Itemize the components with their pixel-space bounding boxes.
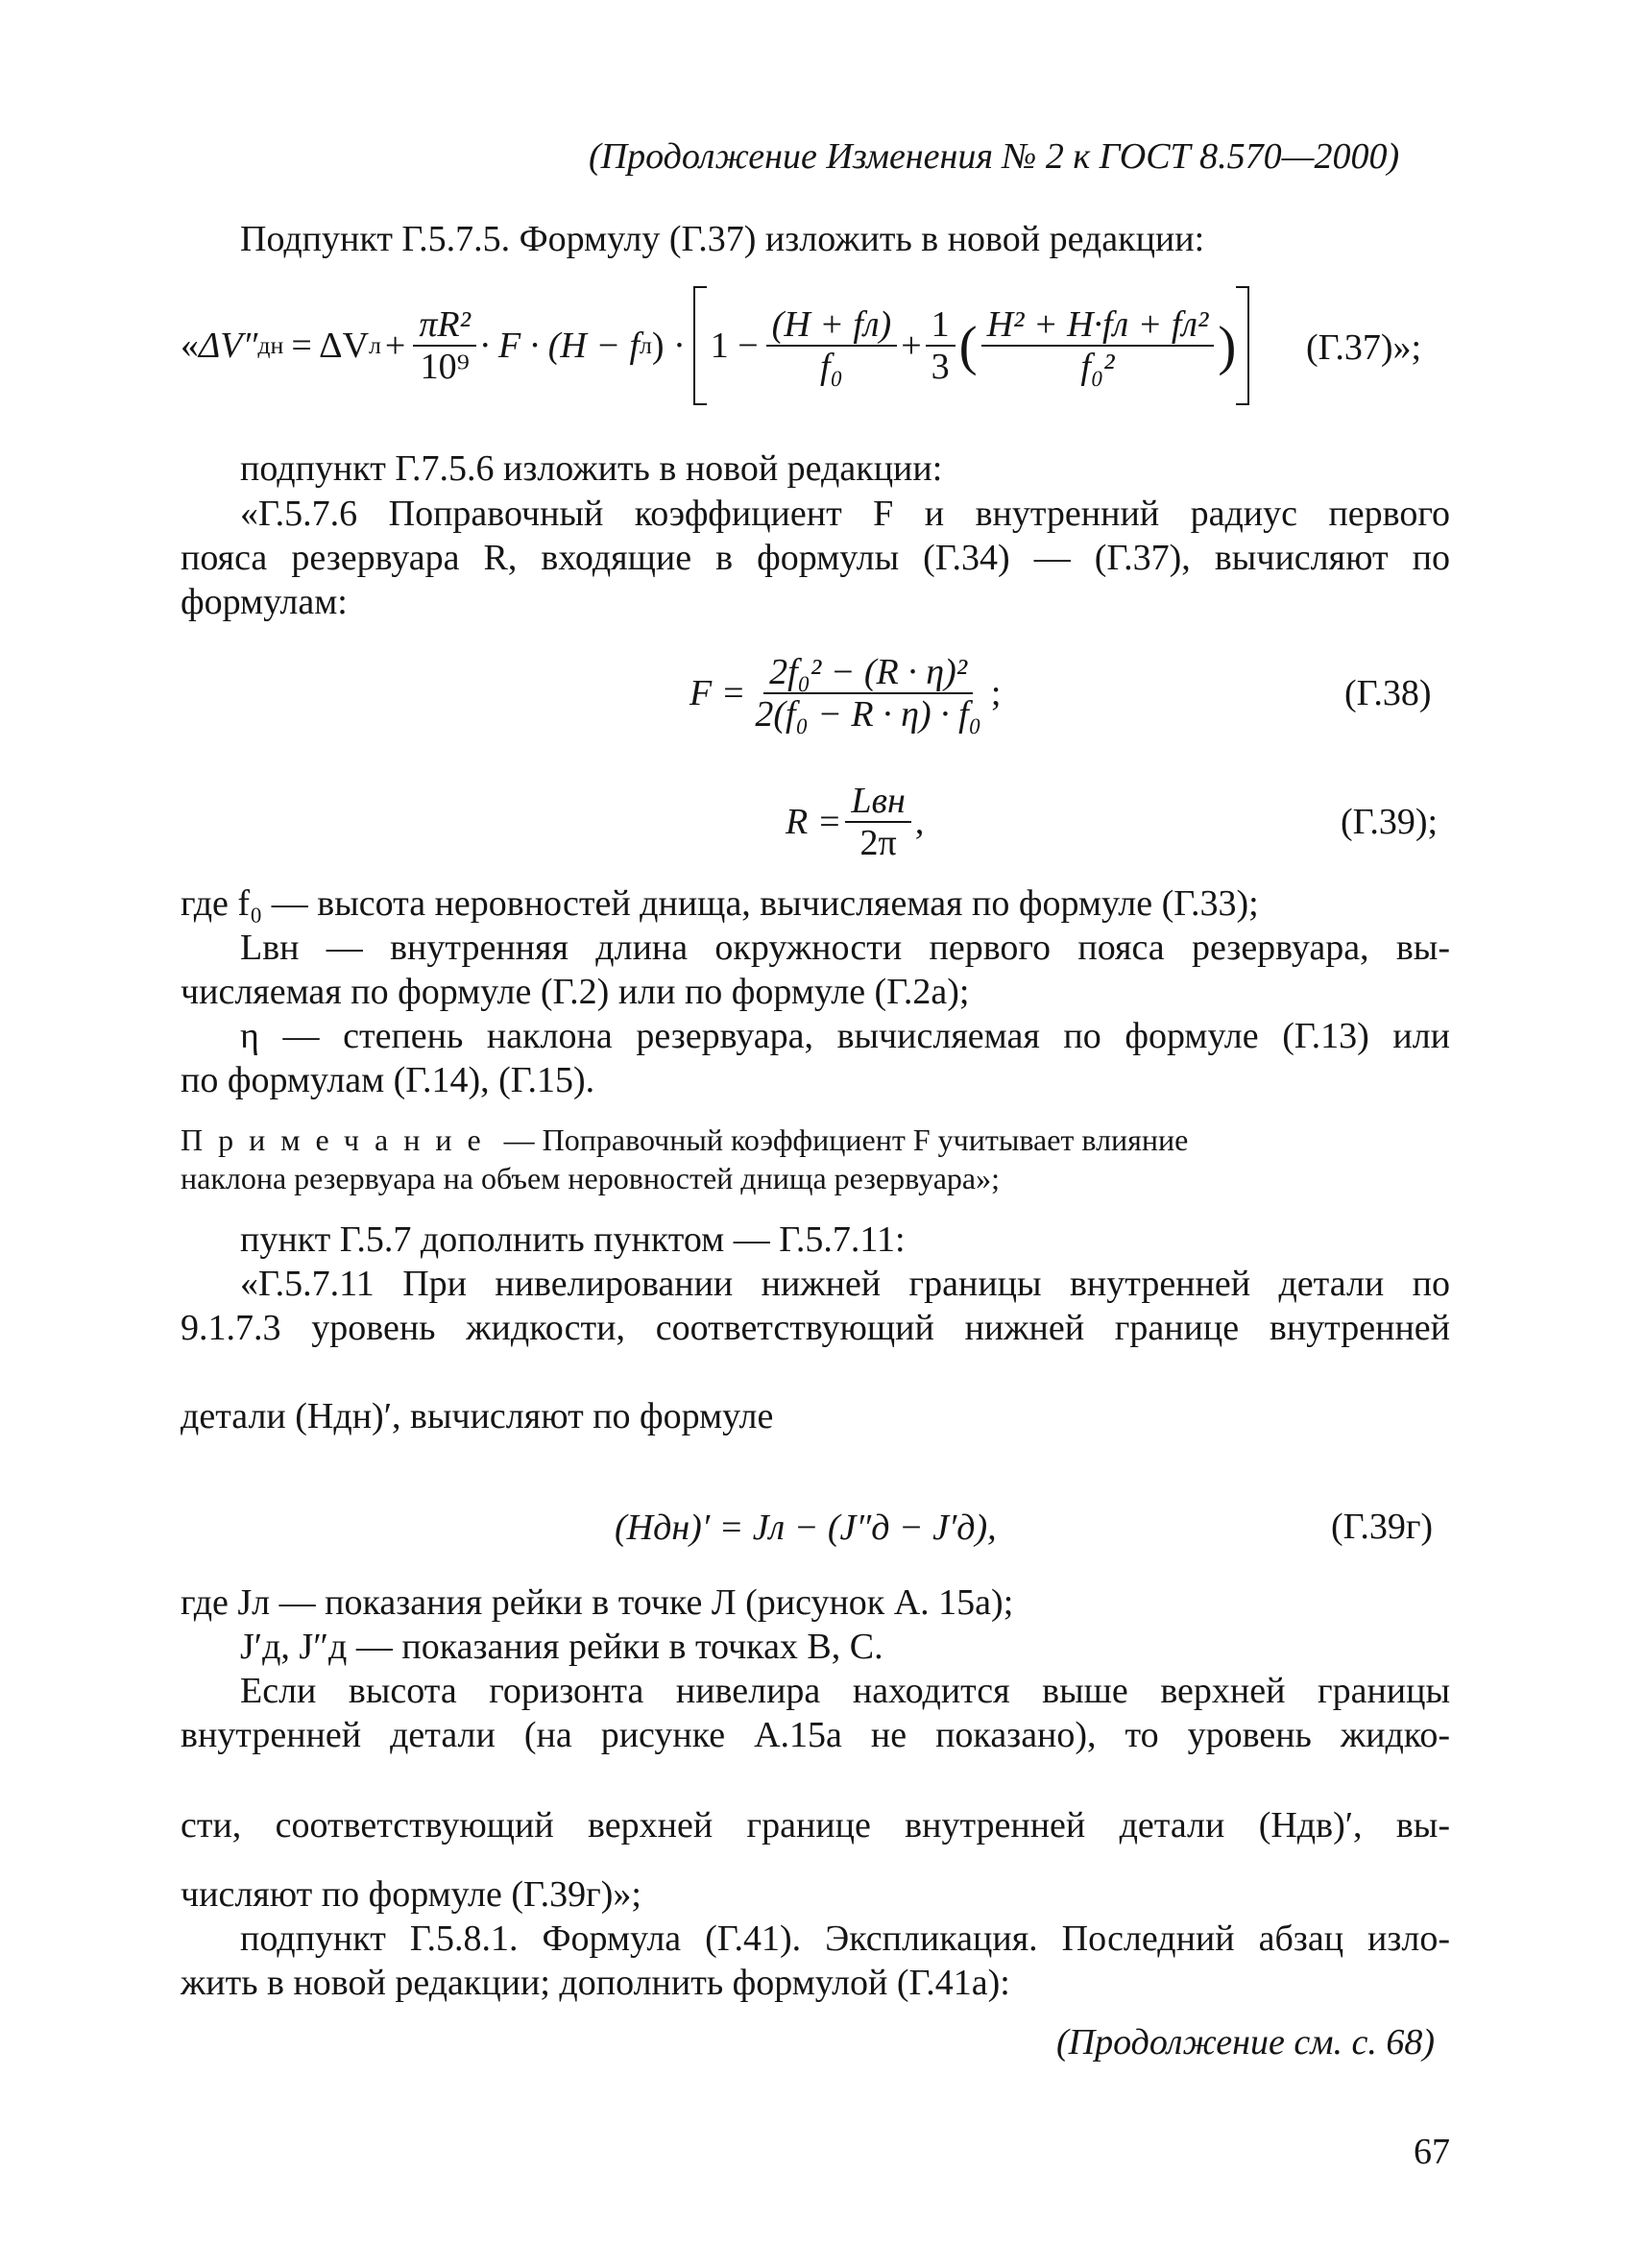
formula-g38-number: (Г.38): [1344, 673, 1432, 713]
formula-g37-lhs: ΔV″: [199, 326, 258, 366]
formula-g37-frac4-den: f₀²: [1080, 347, 1115, 387]
formula-g39-num: Lвн: [845, 781, 910, 823]
where1-line-1: где f₀ — высота неровностей днища, вычисляемая по формуле (Г.33);: [181, 883, 1259, 924]
formula-g37-mid: · F · (H − f: [480, 326, 641, 366]
formula-g37-frac3-num: 1: [926, 304, 956, 347]
formula-g37-mid-sub: л: [640, 331, 652, 359]
formula-g37-frac2: [766, 304, 898, 387]
formula-g37-frac3-den: 3: [931, 347, 950, 387]
where1-line-5: по формулам (Г.14), (Г.15).: [181, 1060, 595, 1100]
para-if-line-1: Если высота горизонта нивелира находится выше верхней границы: [240, 1671, 1450, 1711]
para-g5711-line-2: 9.1.7.3 уровень жидкости, соответствующий нижней границе внутренней: [181, 1308, 1450, 1348]
formula-g37-frac2-den: f₀: [820, 347, 843, 387]
formula-g37-frac4: [981, 304, 1215, 387]
para-g576-line-1: «Г.5.7.6 Поправочный коэффициент F и внутренний радиус первого: [240, 494, 1450, 534]
where2-line-1: где Jл — показания рейки в точке Л (рисунок А. 15а);: [181, 1582, 1014, 1623]
formula-g39: [786, 776, 924, 868]
page-number: 67: [1414, 2132, 1450, 2172]
para-if-line-2: внутренней детали (на рисунке А.15а не показано), то уровень жидко-: [181, 1715, 1450, 1755]
formula-g38: [689, 645, 1001, 741]
where1-line-4: η — степень наклона резервуара, вычисляемая по формуле (Г.13) или: [240, 1016, 1450, 1056]
para-g5581-line-1: подпункт Г.5.8.1. Формула (Г.41). Экспликация. Последний абзац изло-: [240, 1918, 1450, 1959]
where2-line-2: J′д, J″д — показания рейки в точках В, С.: [240, 1627, 883, 1667]
formula-g37-left-paren: (: [958, 315, 978, 376]
para-if-line-4: числяют по формуле (Г.39г)»;: [181, 1874, 641, 1915]
formula-g37-one-minus: 1 −: [710, 326, 759, 366]
formula-g37-frac4-num: H² + H·fл + fл²: [981, 304, 1215, 347]
formula-g38-tail: ;: [990, 673, 1002, 713]
formula-g37-frac3: [926, 304, 956, 387]
formula-g37-lhs-sub: дн: [257, 331, 284, 359]
formula-g39-number: (Г.39);: [1341, 802, 1439, 842]
formula-g37-open-quote: «: [181, 326, 199, 366]
formula-g39-tail: ,: [914, 802, 925, 842]
formula-g37-eq: = ΔV: [291, 326, 370, 366]
formula-g37-mid-end: ) ·: [651, 326, 686, 366]
formula-g37-plus: +: [384, 326, 406, 366]
intro-g575: Подпункт Г.5.7.5. Формулу (Г.37) изложить в новой редакции:: [240, 219, 1205, 259]
para-g576-line-3: формулам:: [181, 582, 348, 622]
formula-g37-frac1: [413, 304, 476, 387]
formula-g38-den: 2(f₀ − R · η) · f₀: [755, 694, 981, 735]
formula-g37-number: (Г.37)»;: [1306, 327, 1422, 368]
formula-g39g: (Hдн)′ = Jл − (J″д − J′д),: [615, 1508, 997, 1548]
formula-g37-frac2-num: (H + fл): [766, 304, 898, 347]
formula-g38-num: 2f₀² − (R · η)²: [763, 652, 973, 694]
formula-g37-frac1-num: πR²: [413, 304, 476, 347]
formula-g39-frac: [845, 781, 910, 863]
note-label: Примечание: [181, 1122, 496, 1157]
formula-g37-plus2: +: [901, 326, 922, 366]
formula-g38-lhs: F =: [689, 673, 746, 713]
para-if-line-3: сти, соответствующий верхней границе внутренней детали (Hдв)′, вы-: [181, 1805, 1450, 1846]
para-g5581-line-2: жить в новой редакции; дополнить формулой (Г.41а):: [181, 1963, 1010, 2003]
page-header: (Продолжение Изменения № 2 к ГОСТ 8.570—2000): [589, 136, 1400, 177]
note-line-2: наклона резервуара на объем неровностей днища резервуара»;: [181, 1161, 1000, 1195]
continuation-note: (Продолжение см. с. 68): [1056, 2022, 1436, 2063]
intro-g756: подпункт Г.7.5.6 изложить в новой редакции:: [240, 448, 943, 489]
where1-line-2: Lвн — внутренняя длина окружности первого пояса резервуара, вы-: [240, 928, 1450, 968]
note-line-1: [181, 1120, 1188, 1160]
formula-g37: [181, 278, 1249, 413]
where1-line-3: числяемая по формуле (Г.2) или по формуле (Г.2а);: [181, 972, 970, 1012]
formula-g39g-number: (Г.39г): [1331, 1507, 1434, 1547]
para-g576-line-2: пояса резервуара R, входящие в формулы (Г.34) — (Г.37), вычисляют по: [181, 538, 1450, 578]
note-line-1-text: — Поправочный коэффициент F учитывает влияние: [496, 1122, 1189, 1157]
formula-g37-left-bracket: [693, 286, 707, 405]
para-g5711-line-1: «Г.5.7.11 При нивелировании нижней границы внутренней детали по: [240, 1264, 1450, 1304]
formula-g37-frac1-den: 10⁹: [420, 347, 470, 387]
formula-g39-den: 2π: [859, 823, 897, 863]
formula-g39-lhs: R =: [786, 802, 842, 842]
para-g5711-line-3: детали (Hдн)′, вычисляют по формуле: [181, 1396, 774, 1436]
formula-g38-frac: [749, 652, 987, 735]
formula-g37-right-paren: ): [1218, 315, 1237, 376]
intro-g57: пункт Г.5.7 дополнить пунктом — Г.5.7.11:: [240, 1219, 906, 1260]
formula-g37-eq-sub: л: [369, 331, 381, 359]
formula-g37-right-bracket: [1236, 286, 1249, 405]
